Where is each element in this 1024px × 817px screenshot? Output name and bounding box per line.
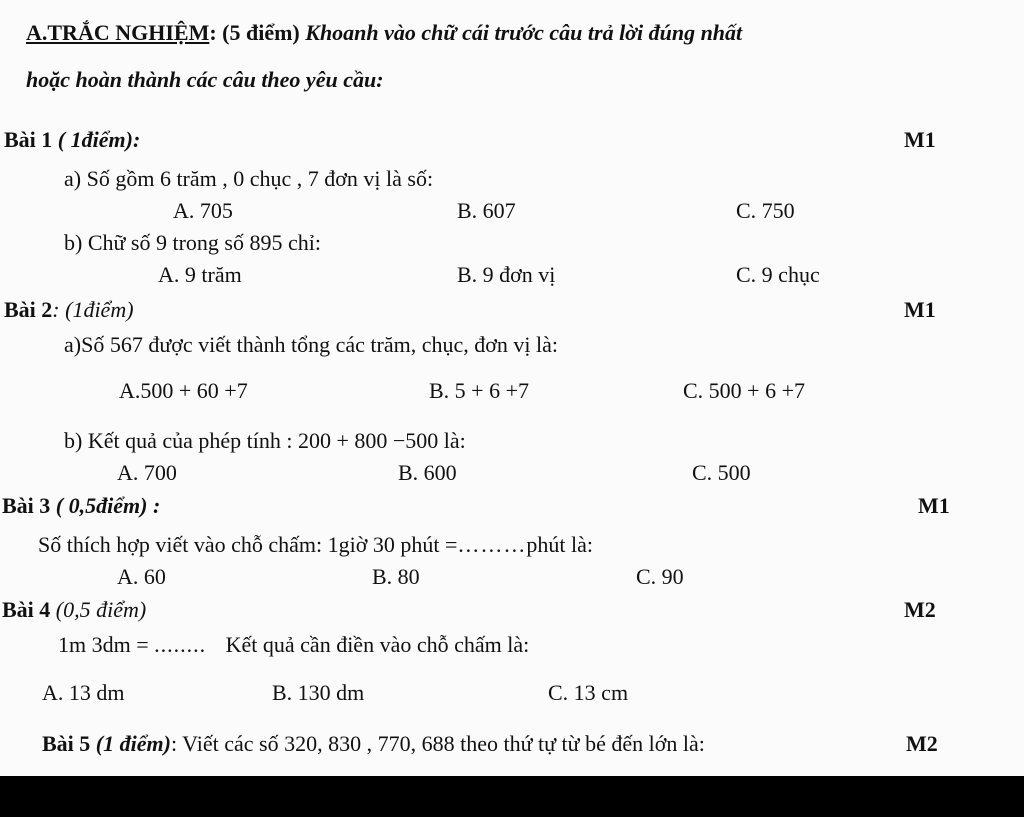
bai3-option-a: A. 60 <box>117 564 166 589</box>
bai4-option-a: A. 13 dm <box>42 680 125 705</box>
bai2-points: : (1điểm) <box>52 297 134 322</box>
bai4-option-c: C. 13 cm <box>548 680 629 705</box>
bai2-level: M1 <box>904 297 936 322</box>
bai3-question-start: Số thích hợp viết vào chỗ chấm: 1giờ 30 phút = <box>38 532 458 557</box>
bai2-b-question: b) Kết quả của phép tính : 200 + 800 −500 là: <box>64 428 466 453</box>
bai4-question <box>58 632 529 658</box>
bai2-b-option-b: B. 600 <box>398 460 457 485</box>
bai1-a-question: a) Số gồm 6 trăm , 0 chục , 7 đơn vị là số: <box>64 166 434 191</box>
bai5-line <box>42 731 705 757</box>
bai1-b-option-b: B. 9 đơn vị <box>457 262 556 287</box>
bai1-level: M1 <box>904 127 936 152</box>
bai4-points: (0,5 điểm) <box>55 597 147 622</box>
bai1-title: Bài 1 <box>4 127 53 152</box>
bai3-option-c: C. 90 <box>636 564 684 589</box>
bai4-title: Bài 4 <box>2 597 51 622</box>
bai3-option-b: B. 80 <box>372 564 420 589</box>
bai3-title: Bài 3 <box>2 493 51 518</box>
bai5-question: : Viết các số 320, 830 , 770, 688 theo thứ tự từ bé đến lớn là: <box>170 731 705 756</box>
bai1-b-option-c: C. 9 chục <box>736 262 820 287</box>
bai2-title: Bài 2 <box>4 297 53 322</box>
bai4-blank: ........ <box>154 632 207 657</box>
bai4-level: M2 <box>904 597 936 622</box>
bai3-blank: ……… <box>457 532 527 557</box>
bai1-a-option-b: B. 607 <box>457 198 516 223</box>
instruction-line-1: Khoanh vào chữ cái trước câu trả lời đúng nhất <box>305 20 743 45</box>
bai4-expression: 1m 3dm = <box>58 632 149 657</box>
bai4-heading <box>2 597 146 623</box>
section-heading <box>26 20 742 46</box>
bai5-level: M2 <box>906 731 938 756</box>
bai1-b-option-a: A. 9 trăm <box>158 262 242 287</box>
bai1-heading <box>4 127 140 153</box>
bai2-b-option-c: C. 500 <box>692 460 751 485</box>
bai3-points: ( 0,5điểm) : <box>55 493 161 518</box>
bai4-option-b: B. 130 dm <box>272 680 365 705</box>
bai1-a-option-a: A. 705 <box>173 198 233 223</box>
bai5-title: Bài 5 <box>42 731 91 756</box>
section-label: A.TRẮC NGHIỆM <box>26 20 210 45</box>
bai1-b-question: b) Chữ số 9 trong số 895 chỉ: <box>64 230 321 255</box>
bai1-points: ( 1điểm): <box>57 127 141 152</box>
bai3-question <box>38 532 593 558</box>
bai4-question-text: Kết quả cần điền vào chỗ chấm là: <box>225 632 530 657</box>
bai1-a-option-c: C. 750 <box>736 198 795 223</box>
bai2-a-option-b: B. 5 + 6 +7 <box>429 378 529 403</box>
bai2-heading <box>4 297 134 323</box>
bai2-a-option-a: A.500 + 60 +7 <box>119 378 248 403</box>
section-points: : (5 điểm) <box>209 20 300 45</box>
bai5-points: (1 điểm) <box>95 731 171 756</box>
bai3-heading <box>2 493 160 519</box>
bai2-a-option-c: C. 500 + 6 +7 <box>683 378 805 403</box>
bai2-a-question: a)Số 567 được viết thành tổng các trăm, chục, đơn vị là: <box>64 332 559 357</box>
bai3-question-end: phút là: <box>526 532 594 557</box>
bai3-level: M1 <box>918 493 950 518</box>
bai2-b-option-a: A. 700 <box>117 460 177 485</box>
instruction-line-2: hoặc hoàn thành các câu theo yêu cầu: <box>26 67 384 92</box>
